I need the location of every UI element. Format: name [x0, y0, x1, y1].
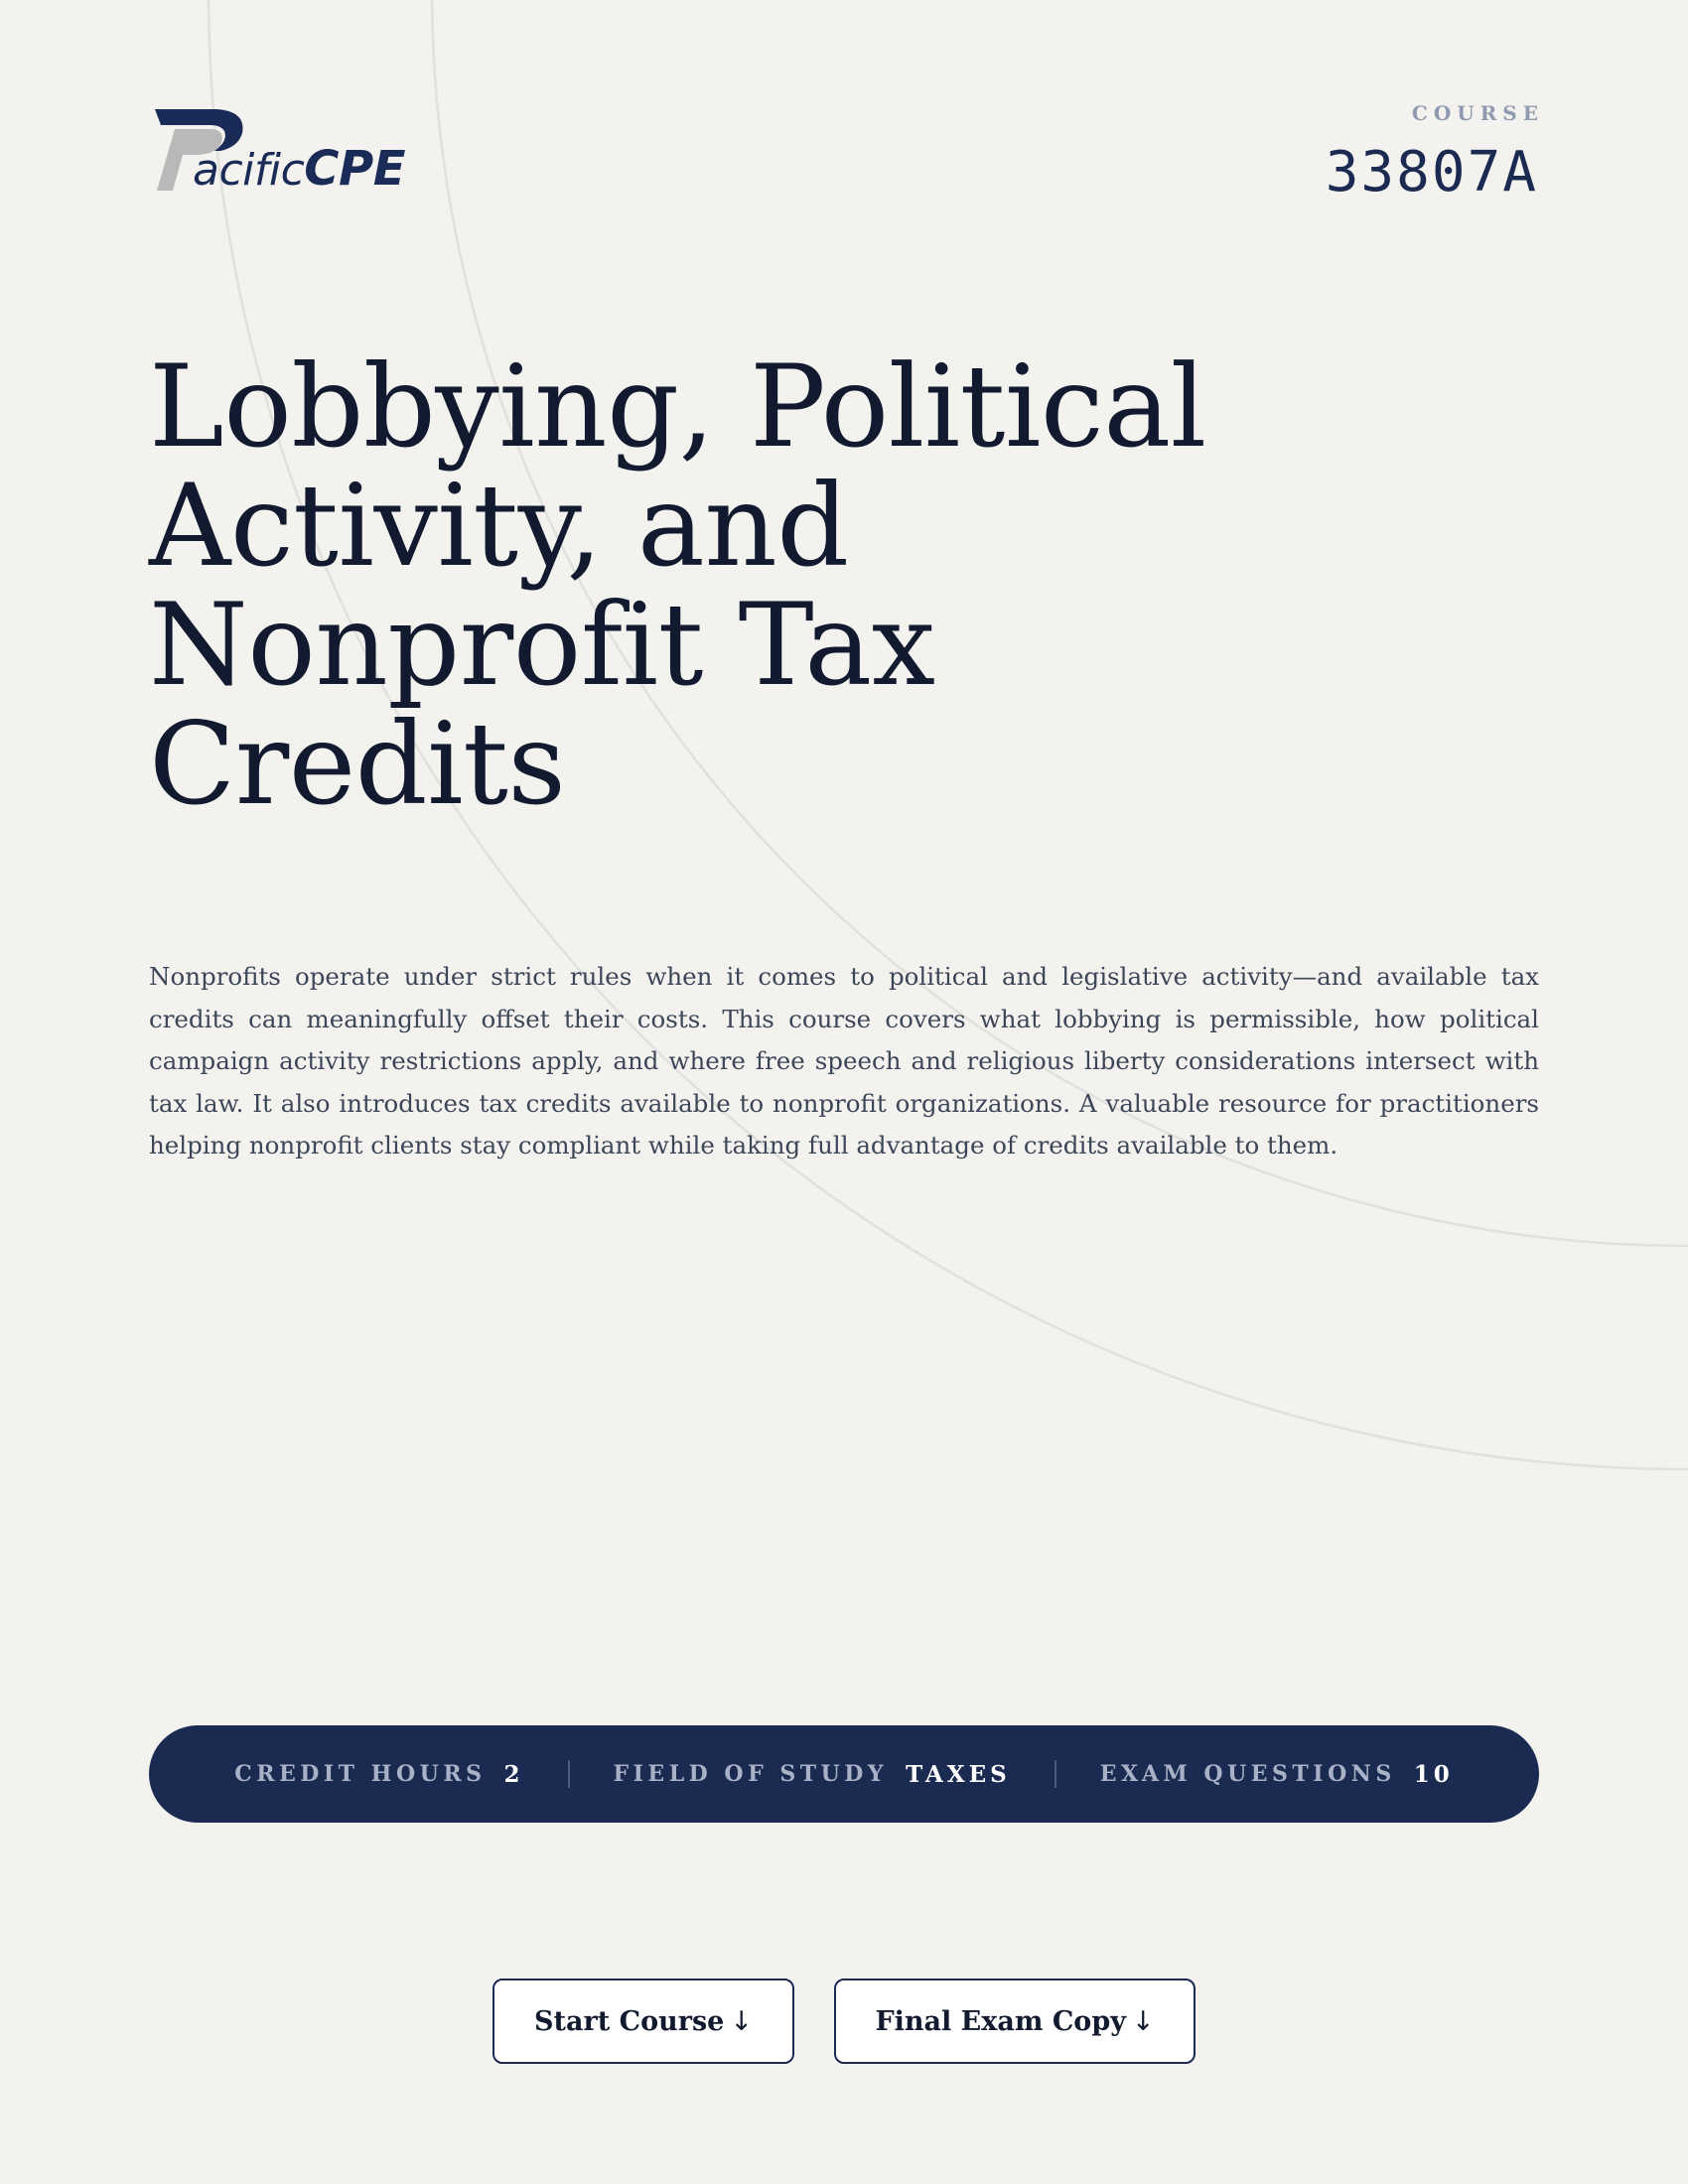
logo-word-pacific: acific	[193, 145, 305, 196]
start-course-label: Start Course	[534, 2005, 725, 2037]
course-label: COURSE	[1411, 101, 1544, 125]
pacific-cpe-logo	[155, 107, 403, 197]
course-code: 33807A	[1325, 140, 1538, 205]
exam-questions-value: 10	[1413, 1760, 1454, 1788]
action-buttons	[0, 1979, 1688, 2064]
field-of-study-item	[614, 1761, 1011, 1788]
final-exam-copy-button[interactable]	[834, 1979, 1196, 2064]
course-info-bar	[149, 1725, 1539, 1823]
credit-hours-item	[234, 1761, 523, 1788]
arrow-down-icon: ↓	[730, 2005, 753, 2037]
info-divider	[1055, 1760, 1056, 1788]
final-exam-copy-label: Final Exam Copy	[875, 2005, 1126, 2037]
exam-questions-label: EXAM QUESTIONS	[1099, 1761, 1396, 1787]
start-course-button[interactable]	[492, 1979, 794, 2064]
field-of-study-value: TAXES	[906, 1760, 1011, 1788]
credit-hours-label: CREDIT HOURS	[234, 1761, 487, 1787]
course-description: Nonprofits operate under strict rules when it comes to political and legislative activity—and available tax credits can meaningfully offset their costs. This course covers what lobbying is permissible, how political campaign activity restrictions apply, and where free speech and religious liberty considerations intersect with tax law. It also introduces tax credits available to nonprofit organizations. A valuable resource for practitioners helping nonprofit clients stay compliant while taking full advantage of credits available to them.	[149, 962, 1539, 1160]
course-title: Lobbying, Political Activity, and Nonprofit Tax Credits	[149, 341, 1206, 830]
exam-questions-item	[1100, 1761, 1454, 1788]
logo-word-cpe: CPE	[304, 141, 405, 197]
field-of-study-label: FIELD OF STUDY	[613, 1761, 889, 1787]
arrow-down-icon: ↓	[1131, 2005, 1155, 2037]
credit-hours-value: 2	[503, 1760, 524, 1788]
info-divider	[568, 1760, 570, 1788]
